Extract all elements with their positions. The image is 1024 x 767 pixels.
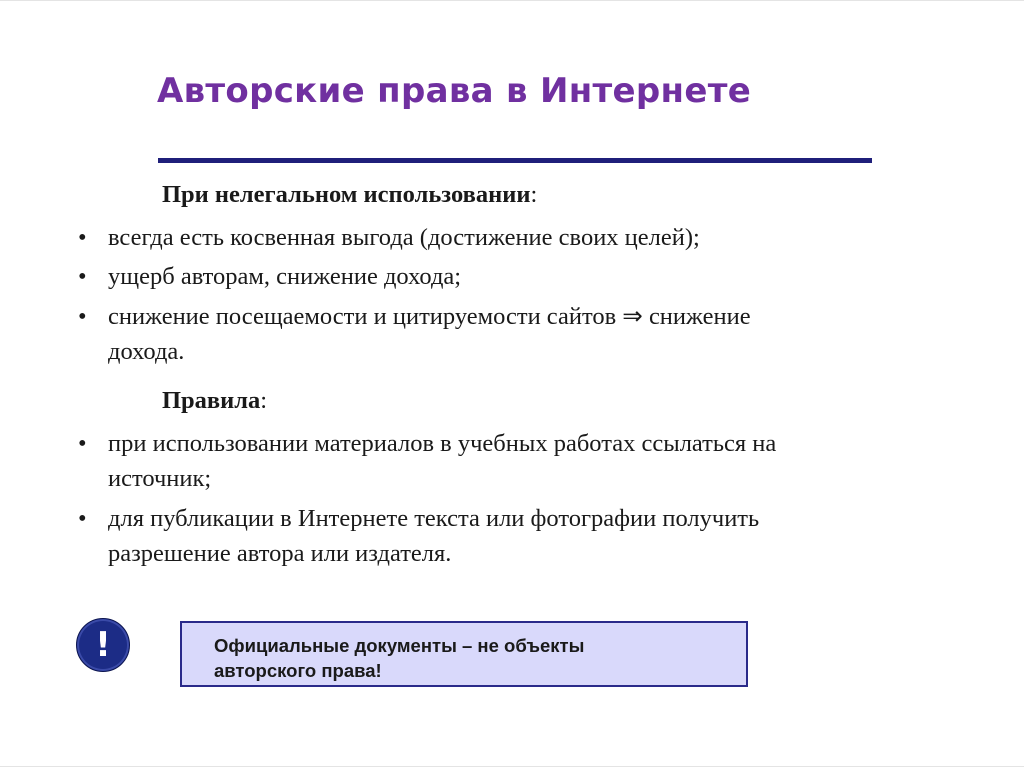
list-item-text-continued: разрешение автора или издателя.	[108, 540, 452, 567]
rules-heading	[162, 387, 267, 415]
list-item-text: для публикации в Интернете текста или фотографии получить	[108, 505, 760, 532]
list-item-text: при использовании материалов в учебных работах ссылаться на	[108, 430, 777, 457]
rules-heading-colon: :	[260, 387, 268, 414]
bullet-icon: •	[78, 430, 87, 457]
list-item-text: ущерб авторам, снижение дохода;	[108, 263, 462, 290]
list-item	[78, 426, 898, 496]
note-line-1: Официальные документы – не объекты	[214, 635, 585, 656]
list-item-text-continued: источник;	[108, 465, 212, 492]
list-item	[78, 299, 898, 369]
bullet-icon: •	[78, 224, 87, 251]
illegal-use-heading-text: При нелегальном использовании	[162, 181, 531, 208]
note-box	[180, 621, 748, 687]
bullet-icon: •	[78, 263, 87, 290]
list-item-text: снижение посещаемости и цитируемости сайтов ⇒ снижение	[108, 303, 751, 330]
list-item	[78, 259, 898, 294]
list-item	[78, 220, 898, 255]
note-line-2: авторского права!	[214, 660, 382, 681]
exclamation-icon: !	[76, 618, 130, 672]
slide-title: Авторские права в Интернете	[157, 71, 752, 111]
list-item-text: всегда есть косвенная выгода (достижение своих целей);	[108, 224, 700, 251]
rules-heading-text: Правила	[162, 387, 261, 414]
bullet-icon: •	[78, 505, 87, 532]
bullet-icon: •	[78, 303, 87, 330]
illegal-use-heading-colon: :	[530, 181, 538, 208]
list-item-text-continued: дохода.	[108, 338, 185, 365]
list-item	[78, 501, 898, 571]
title-underline	[158, 158, 872, 163]
illegal-use-heading	[162, 181, 537, 209]
